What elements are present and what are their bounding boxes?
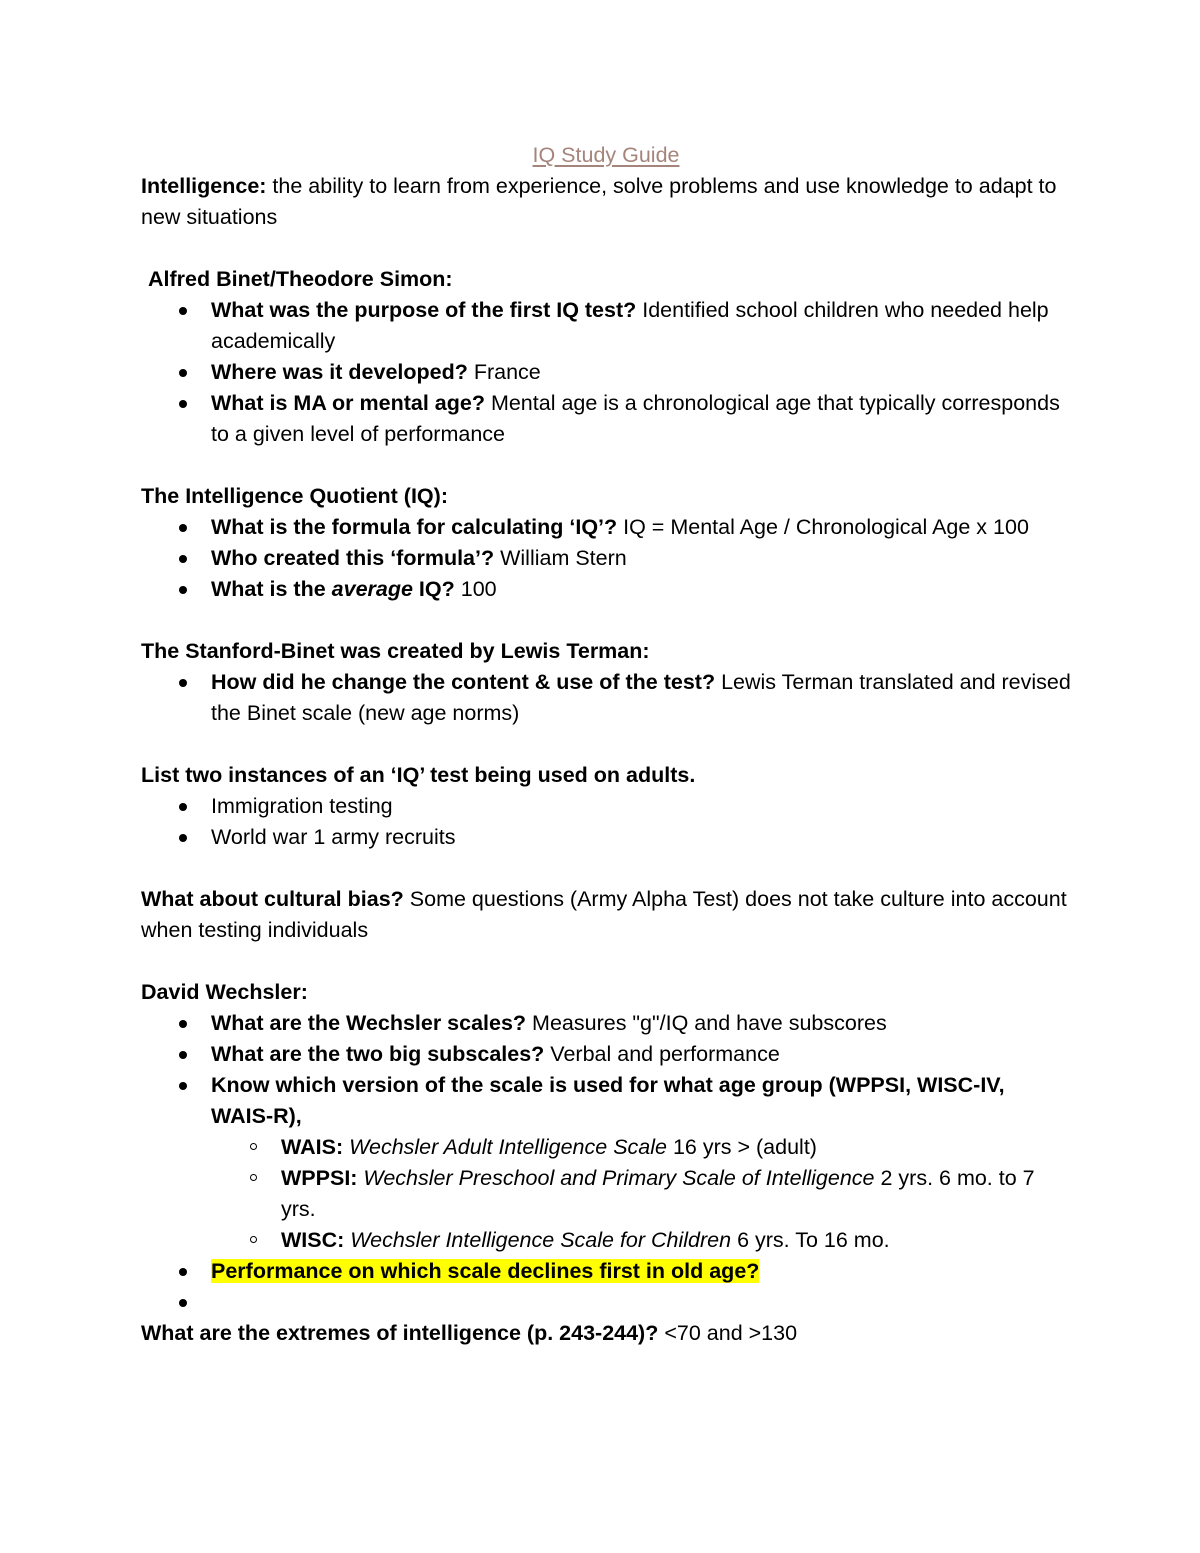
intelligence-term: Intelligence:	[141, 174, 267, 198]
version-list	[211, 1132, 1071, 1256]
binet-heading	[141, 264, 1071, 295]
list-item	[211, 1008, 1071, 1039]
adults-heading-text: List two instances of an ‘IQ’ test being used on adults.	[141, 763, 696, 787]
version-age: 16 yrs > (adult)	[666, 1135, 817, 1159]
page-title: IQ Study Guide	[532, 143, 680, 167]
answer: France	[467, 360, 541, 384]
version-age: 2 yrs. 6 mo. to 7 yrs.	[281, 1166, 1035, 1221]
highlighted-question: Performance on which scale declines first in old age?	[211, 1259, 760, 1283]
question: What are the Wechsler scales?	[211, 1011, 527, 1035]
iq-list	[141, 512, 1071, 605]
empty-list-item	[211, 1287, 1071, 1318]
answer: 100	[454, 577, 497, 601]
answer: Mental age is a chronological age that typically corresponds to a given level of performance	[211, 391, 1060, 446]
answer: Verbal and performance	[544, 1042, 780, 1066]
list-item	[211, 543, 1071, 574]
list-item	[211, 667, 1071, 729]
wechsler-list	[141, 1008, 1071, 1318]
question: What is MA or mental age?	[211, 391, 485, 415]
question: What is the average IQ?	[211, 577, 455, 601]
answer: <70 and >130	[658, 1321, 798, 1345]
stanford-list	[141, 667, 1071, 729]
document-body	[141, 140, 1071, 1349]
version-item	[281, 1163, 1071, 1225]
version-abbr: WPPSI:	[281, 1166, 358, 1190]
question: Where was it developed?	[211, 360, 468, 384]
version-name: Wechsler Intelligence Scale for Children	[344, 1228, 732, 1252]
iq-heading	[141, 481, 1071, 512]
version-name: Wechsler Preschool and Primary Scale of Intelligence	[357, 1166, 875, 1190]
iq-heading-text: The Intelligence Quotient (IQ):	[141, 484, 448, 508]
list-item	[211, 1039, 1071, 1070]
answer: Some questions (Army Alpha Test) does not take culture into account when testing individuals	[141, 887, 1067, 942]
question: What was the purpose of the first IQ test?	[211, 298, 637, 322]
intelligence-definition	[141, 171, 1071, 233]
answer: IQ = Mental Age / Chronological Age x 100	[617, 515, 1029, 539]
version-age: 6 yrs. To 16 mo.	[731, 1228, 890, 1252]
list-item	[211, 512, 1071, 543]
question: What is the formula for calculating ‘IQ’?	[211, 515, 618, 539]
question: Who created this ‘formula’?	[211, 546, 495, 570]
version-abbr: WISC:	[281, 1228, 345, 1252]
answer: Identified school children who needed help academically	[211, 298, 1049, 353]
version-item	[281, 1225, 1071, 1256]
adults-list	[141, 791, 1071, 853]
binet-heading-text: Alfred Binet/Theodore Simon:	[148, 267, 453, 291]
list-item	[211, 574, 1071, 605]
wechsler-heading-text: David Wechsler:	[141, 980, 308, 1004]
adults-heading	[141, 760, 1071, 791]
version-item	[281, 1132, 1071, 1163]
list-item: Immigration testing	[211, 791, 1071, 822]
intelligence-def: the ability to learn from experience, solve problems and use knowledge to adapt to new situations	[141, 174, 1057, 229]
list-item	[211, 357, 1071, 388]
answer: Measures "g"/IQ and have subscores	[526, 1011, 887, 1035]
question: What are the extremes of intelligence (p. 243-244)?	[141, 1321, 659, 1345]
question: What about cultural bias?	[141, 887, 404, 911]
list-item	[211, 1256, 1071, 1287]
version-abbr: WAIS:	[281, 1135, 344, 1159]
answer: Lewis Terman translated and revised the Binet scale (new age norms)	[211, 670, 1071, 725]
question: What are the two big subscales?	[211, 1042, 545, 1066]
list-item	[211, 388, 1071, 450]
version-name: Wechsler Adult Intelligence Scale	[343, 1135, 667, 1159]
stanford-heading-text: The Stanford-Binet was created by Lewis Terman:	[141, 639, 650, 663]
cultural-bias	[141, 884, 1071, 946]
extremes	[141, 1318, 1071, 1349]
wechsler-heading	[141, 977, 1071, 1008]
binet-list	[141, 295, 1071, 450]
stanford-heading	[141, 636, 1071, 667]
question: Know which version of the scale is used for what age group (WPPSI, WISC-IV, WAIS-R),	[211, 1073, 1005, 1128]
list-item	[211, 295, 1071, 357]
question: How did he change the content & use of the test?	[211, 670, 716, 694]
answer: William Stern	[494, 546, 627, 570]
list-item: World war 1 army recruits	[211, 822, 1071, 853]
list-item	[211, 1070, 1071, 1256]
